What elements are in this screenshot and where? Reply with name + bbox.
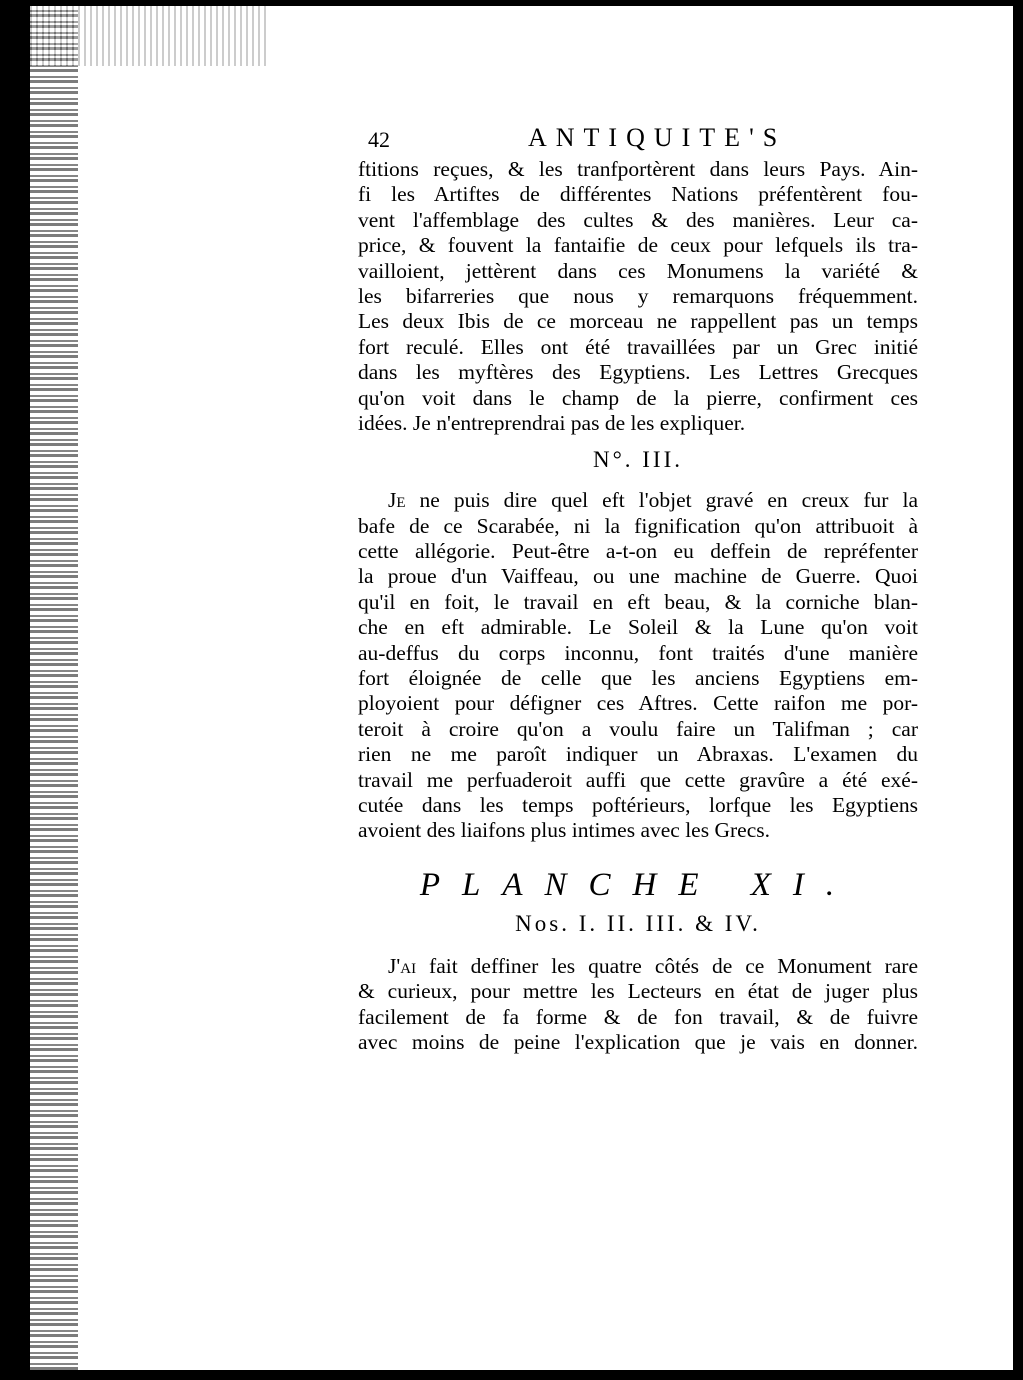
text-line: dans les myftères des Egyptiens. Les Lettres Grecques [358, 360, 918, 385]
drop-word: Je [388, 488, 406, 513]
text-line: teroit à croire qu'on a voulu faire un Talifman ; car [358, 716, 918, 741]
scan-shadow-top [30, 6, 270, 66]
plate-title: PLANCHE XI. [419, 866, 857, 903]
page-number: 42 [368, 127, 390, 152]
text-line: fort éloignée de celle que les anciens Egyptiens em- [358, 666, 918, 691]
text-line: qu'il en foit, le travail en eft beau, & la corniche blan- [358, 589, 918, 614]
text-line: ployoient pour défigner ces Aftres. Cette raifon me por- [358, 691, 918, 716]
text-line: les bifarreries que nous y remarquons fréquemment. [358, 283, 918, 308]
text-line-body: fait deffiner les quatre côtés de ce Monument rare [429, 953, 918, 978]
text-line: travail me perfuaderoit auffi que cette gravûre a été exé- [358, 767, 918, 792]
text-line: cette allégorie. Peut-être a-t-on eu deffein de repréfenter [358, 539, 918, 564]
text-line: fi les Artiftes de différentes Nations préfentèrent fou- [358, 182, 918, 207]
drop-word: J'ai [388, 953, 417, 978]
text-line: qu'on voit dans le champ de la pierre, confirment ces [358, 385, 918, 410]
text-line: price, & fouvent la fantaifie de ceux pour lefquels ils tra- [358, 233, 918, 258]
running-title: ANTIQUITE'S [528, 123, 787, 152]
text-line: & curieux, pour mettre les Lecteurs en état de juger plus [358, 979, 918, 1004]
text-line: avoient des liaifons plus intimes avec les Grecs. [358, 818, 770, 843]
text-line [358, 488, 918, 513]
text-line: vent l'affemblage des cultes & des manières. Leur ca- [358, 207, 918, 232]
text-line: la proue d'un Vaiffeau, ou une machine de Guerre. Quoi [358, 564, 918, 589]
text-line: ftitions reçues, & les tranfportèrent dans leurs Pays. Ain- [358, 157, 918, 181]
continuation-paragraph [358, 157, 918, 436]
text-line: vailloient, jettèrent dans ces Monumens la variété & [358, 258, 918, 283]
text-line [358, 954, 918, 979]
text-line: idées. Je n'entreprendrai pas de les expliquer. [358, 410, 746, 435]
text-line-body: ne puis dire quel eft l'objet gravé en creux fur la [419, 488, 918, 513]
plate-numbers: Nos. I. II. III. & IV. [515, 910, 761, 936]
text-line: rien ne me paroît indiquer un Abraxas. L'examen du [358, 742, 918, 767]
page-text [358, 121, 918, 1055]
text-line: facilement de fa forme & de fon travail, & de fuivre [358, 1004, 918, 1029]
text-line: bafe de ce Scarabée, ni la fignification qu'on attribuoit à [358, 513, 918, 538]
text-line: Les deux Ibis de ce morceau ne rappellent pas un temps [358, 309, 918, 334]
text-line: au-deffus du corps inconnu, font traités d'une manière [358, 640, 918, 665]
section-heading: N°. III. [592, 447, 684, 473]
text-line: cutée dans les temps poftérieurs, lorfque les Egyptiens [358, 792, 918, 817]
book-page [30, 6, 1013, 1370]
text-line: fort reculé. Elles ont été travaillées par un Grec initié [358, 334, 918, 359]
scan-shadow-edge [30, 6, 78, 1370]
section-paragraph [358, 488, 918, 843]
text-line: avec moins de peine l'explication que je vais en donner. [358, 1029, 918, 1054]
text-line: che en eft admirable. Le Soleil & la Lune qu'on voit [358, 615, 918, 640]
plate-paragraph [358, 954, 918, 1056]
running-header [358, 121, 918, 157]
